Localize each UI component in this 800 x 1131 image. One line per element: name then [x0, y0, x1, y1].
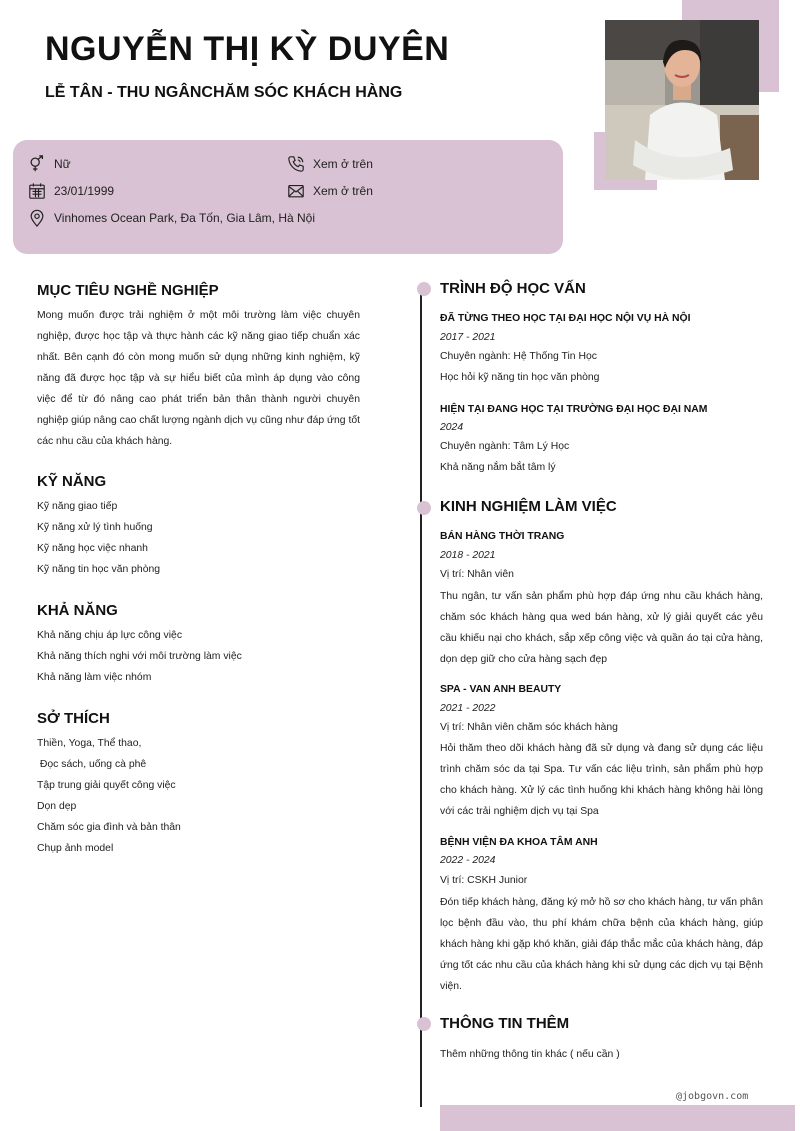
gender-value: Nữ: [54, 157, 71, 171]
experience-entry-title: SPA - VAN ANH BEAUTY: [440, 684, 562, 695]
list-item: Kỹ năng tin học văn phòng: [37, 564, 161, 575]
mail-icon: [287, 182, 305, 200]
contact-email: [287, 182, 373, 200]
profile-photo: [605, 20, 759, 180]
education-entry-date: 2017 - 2021: [440, 332, 496, 343]
address-value: Vinhomes Ocean Park, Đa Tốn, Gia Lâm, Hà Nội: [54, 211, 316, 225]
skills-list: [37, 496, 160, 580]
timeline-dot: [417, 1017, 431, 1031]
calendar-icon: [28, 182, 46, 200]
contact-birthday: [28, 182, 114, 200]
abilities-heading: KHẢ NĂNG: [37, 602, 118, 619]
education-entry-title: ĐÃ TỪNG THEO HỌC TẠI ĐẠI HỌC NỘI VỤ HÀ NỘI: [440, 313, 691, 324]
education-entry-title: HIỆN TẠI ĐANG HỌC TẠI TRƯỜNG ĐẠI HỌC ĐẠI NAM: [440, 404, 708, 415]
location-icon: [28, 209, 46, 227]
list-item: Chăm sóc gia đình và bản thân: [37, 822, 181, 833]
list-item: Kỹ năng học việc nhanh: [37, 543, 148, 554]
contact-panel: [13, 140, 563, 254]
experience-entry-position: Vị trí: Nhân viên chăm sóc khách hàng: [440, 722, 618, 733]
list-item: Thiền, Yoga, Thể thao,: [37, 738, 142, 749]
list-item: Kỹ năng giao tiếp: [37, 501, 118, 512]
experience-entry-title: BÁN HÀNG THỜI TRANG: [440, 531, 565, 542]
experience-entry-position: Vị trí: CSKH Junior: [440, 875, 528, 886]
list-item: Khả năng làm việc nhóm: [37, 672, 152, 683]
list-item: Chụp ảnh model: [37, 843, 114, 854]
timeline-line: [420, 289, 422, 1107]
education-entry-note: Học hỏi kỹ năng tin học văn phòng: [440, 372, 600, 383]
education-entry-date: 2024: [440, 422, 464, 433]
list-item: Dọn dẹp: [37, 801, 77, 812]
candidate-name: NGUYỄN THỊ KỲ DUYÊN: [45, 30, 450, 68]
timeline-dot: [417, 282, 431, 296]
hobbies-heading: SỞ THÍCH: [37, 710, 110, 727]
experience-entry-title: BỆNH VIỆN ĐA KHOA TÂM ANH: [440, 837, 598, 848]
list-item: Kỹ năng xử lý tình huống: [37, 522, 153, 533]
extra-info-heading: THÔNG TIN THÊM: [440, 1015, 570, 1032]
list-item: Khả năng thích nghi với môi trường làm việc: [37, 651, 242, 662]
objective-heading: MỤC TIÊU NGHỀ NGHIỆP: [37, 282, 219, 299]
abilities-list: [37, 625, 242, 688]
watermark: @jobgovn.com: [676, 1091, 749, 1102]
objective-text: Mong muốn được trải nghiệm ở một môi trường làm việc chuyên nghiệp, được học tập và thực hành các kỹ năng giao tiếp chuẩn xác nhất. Bên cạnh đó còn mong muốn sử dụng những kinh nghiệm, kỹ năng đã được học tập và sự hiểu biết của mình áp dụng vào công việc để từ đó nâng cao phát triển bản thân thành người chuyên nghiệp giúp nâng cao chất lượng ngành dịch vụ cũng như đáp ứng tốt các nhu cầu của khách hàng.: [37, 310, 360, 447]
skills-heading: KỸ NĂNG: [37, 473, 107, 490]
education-heading: TRÌNH ĐỘ HỌC VẤN: [440, 280, 586, 297]
list-item: Khả năng chịu áp lực công việc: [37, 630, 183, 641]
gender-icon: [28, 155, 46, 173]
profile-photo-image: [605, 20, 759, 180]
hobbies-list: [37, 733, 181, 859]
education-entry-note: Khả năng nắm bắt tâm lý: [440, 462, 556, 473]
experience-heading: KINH NGHIỆM LÀM VIỆC: [440, 498, 617, 515]
decor-block-bottom: [440, 1105, 795, 1131]
experience-entry-date: 2022 - 2024: [440, 855, 496, 866]
experience-entry-position: Vị trí: Nhân viên: [440, 569, 514, 580]
experience-entry-date: 2018 - 2021: [440, 550, 496, 561]
contact-address: [28, 209, 315, 227]
candidate-role: LỄ TÂN - THU NGÂNCHĂM SÓC KHÁCH HÀNG: [45, 84, 403, 101]
education-entry-major: Chuyên ngành: Hệ Thống Tin Học: [440, 351, 597, 362]
experience-entry-desc: Thu ngân, tư vấn sản phẩm phù hợp đáp ứng nhu cầu khách hàng, chăm sóc khách hàng qua wed bán hàng, xử lý giải quyết các yêu cầu khiếu nại cho khách, sắp xếp công việc và quần áo tại cửa hàng, dọn dẹp giữ cho cửa hàng sạch đẹp: [440, 591, 763, 665]
education-entry-major: Chuyên ngành: Tâm Lý Học: [440, 441, 570, 452]
experience-entry-desc: Hỏi thăm theo dõi khách hàng đã sử dụng và đang sử dụng các liệu trình chăm sóc da tại Spa. Tư vấn các liệu trình, sản phẩm phù hợp cho khách hàng. Xử lý các tình huống khi khách hàng không hài lòng với các trải nghiệm dịch vụ tại Spa: [440, 743, 763, 817]
birthday-value: 23/01/1999: [54, 184, 115, 198]
experience-entry-desc: Đón tiếp khách hàng, đăng ký mở hồ sơ cho khách hàng, tư vấn phân lọc bệnh đầu vào, thu phí khám chữa bệnh của khách hàng, giúp khách hàng khi gặp khó khăn, giải đáp thắc mắc của khách hàng, đáp ứng tốt các nhu cầu của khách hàng khi sử dụng các dịch vụ tại Bệnh viện.: [440, 897, 763, 992]
experience-entry-date: 2021 - 2022: [440, 703, 496, 714]
email-value: Xem ở trên: [313, 184, 373, 198]
list-item: Tập trung giải quyết công việc: [37, 780, 176, 791]
extra-info-text: Thêm những thông tin khác ( nếu cần ): [440, 1049, 620, 1060]
phone-icon: [287, 155, 305, 173]
contact-gender: [28, 155, 71, 173]
list-item: Đọc sách, uống cà phê: [37, 759, 147, 770]
contact-phone: [287, 155, 373, 173]
timeline-dot: [417, 501, 431, 515]
phone-value: Xem ở trên: [313, 157, 373, 171]
